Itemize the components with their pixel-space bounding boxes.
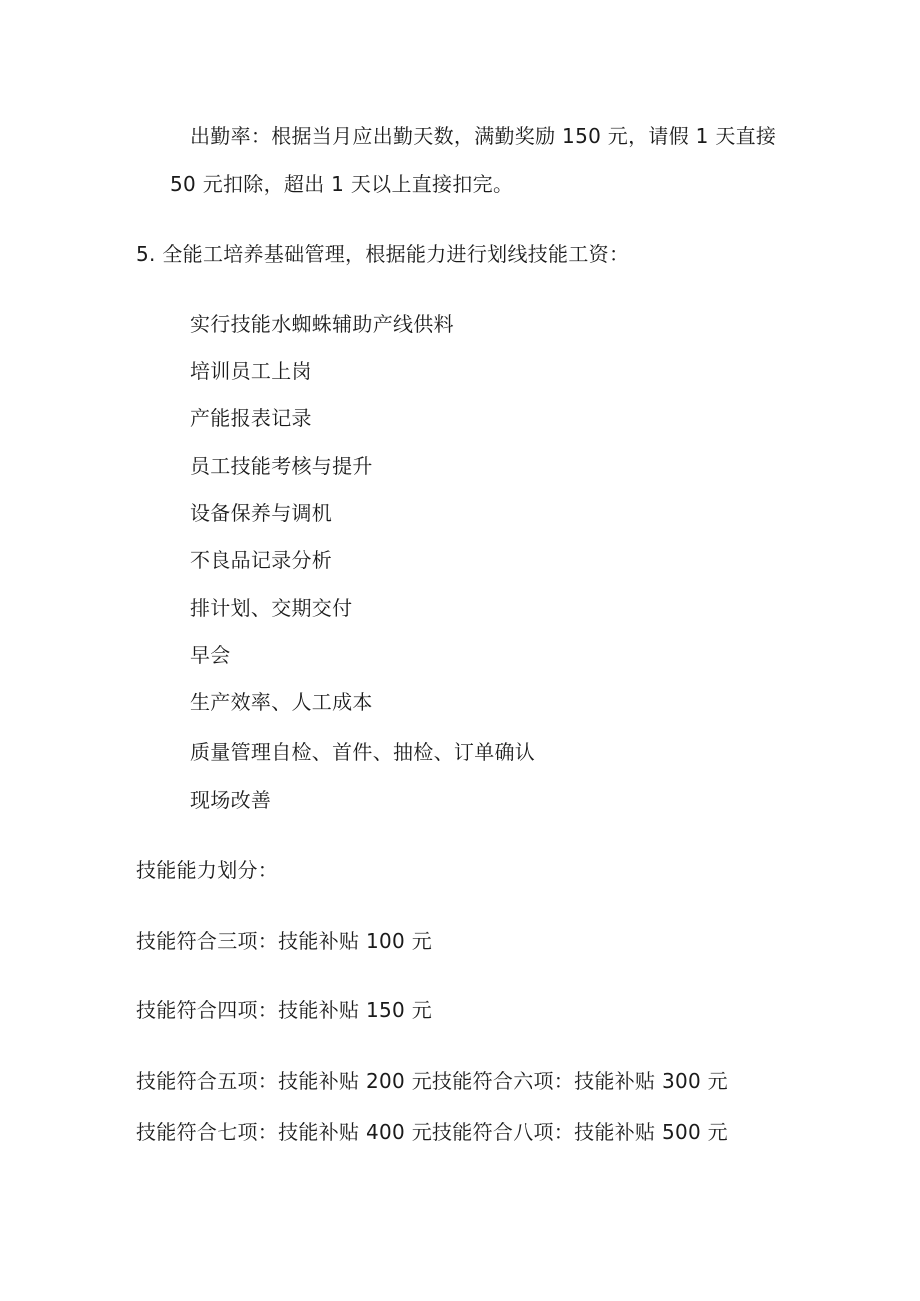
- attendance-line-1: 出勤率：根据当月应出勤天数，满勤奖励 150 元，请假 1 天直接: [190, 124, 777, 148]
- list-item: 现场改善: [190, 788, 272, 812]
- list-item: 员工技能考核与提升: [190, 454, 373, 478]
- list-item: 质量管理自检、首件、抽检、订单确认: [190, 740, 536, 764]
- list-item: 实行技能水蜘蛛辅助产线供料: [190, 312, 454, 336]
- list-item: 不良品记录分析: [190, 548, 333, 572]
- skills-line: 技能符合七项：技能补贴 400 元技能符合八项：技能补贴 500 元: [136, 1120, 728, 1144]
- list-item: 产能报表记录: [190, 406, 312, 430]
- list-item: 早会: [190, 643, 231, 667]
- skills-line: 技能符合三项：技能补贴 100 元: [136, 929, 432, 953]
- skills-line: 技能符合五项：技能补贴 200 元技能符合六项：技能补贴 300 元: [136, 1069, 728, 1093]
- list-item: 排计划、交期交付: [190, 596, 353, 620]
- section-5-heading: 5. 全能工培养基础管理，根据能力进行划线技能工资：: [136, 242, 630, 266]
- list-item: 设备保养与调机: [190, 501, 333, 525]
- list-item: 培训员工上岗: [190, 359, 312, 383]
- skills-line: 技能符合四项：技能补贴 150 元: [136, 998, 432, 1022]
- skills-heading: 技能能力划分：: [136, 858, 279, 882]
- attendance-line-2: 50 元扣除，超出 1 天以上直接扣完。: [170, 172, 514, 196]
- list-item: 生产效率、人工成本: [190, 690, 373, 714]
